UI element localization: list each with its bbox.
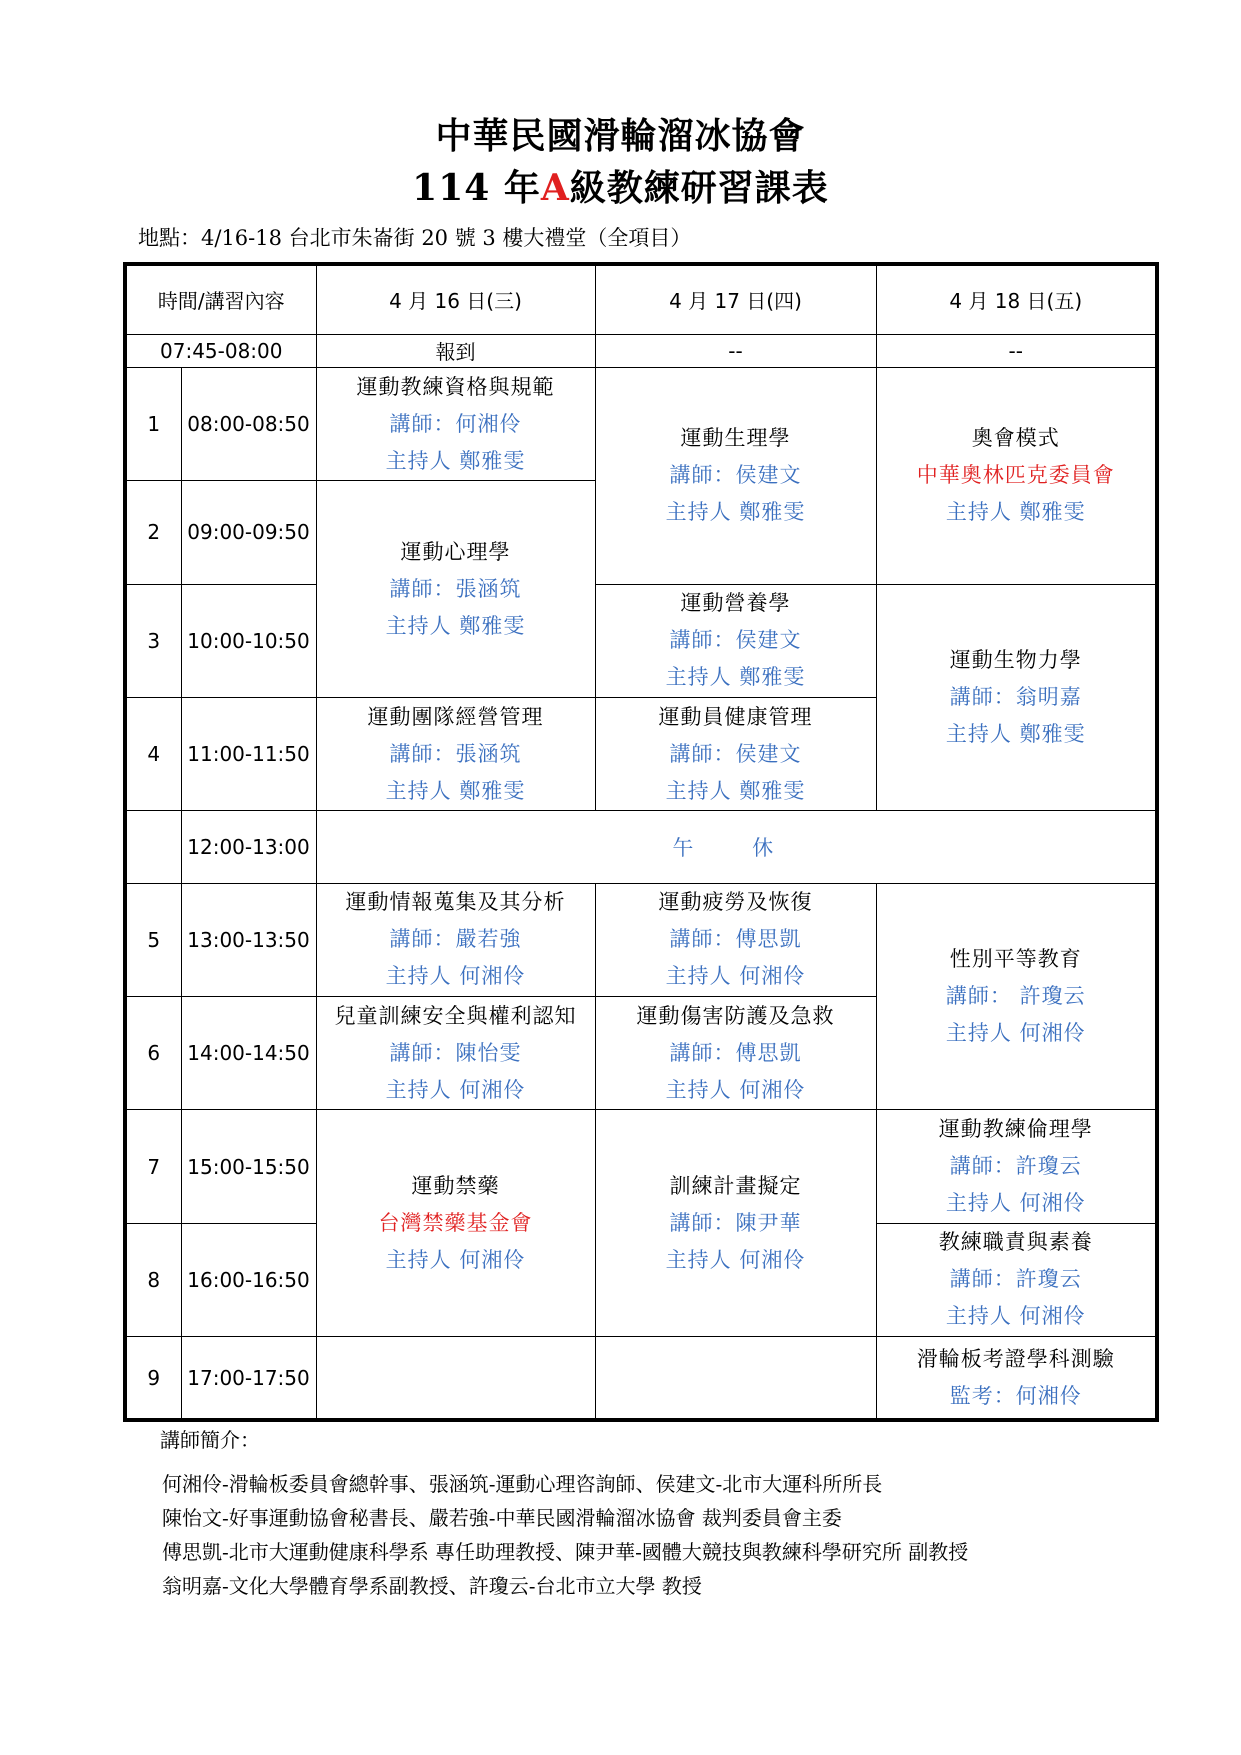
course-title: 運動教練資格與規範: [356, 374, 555, 399]
slot-number: 2: [125, 481, 181, 584]
course-cell: [595, 997, 876, 1110]
course-title: 性別平等教育: [949, 947, 1082, 971]
bio-heading: 講師簡介：: [160, 1428, 260, 1452]
slot-time: 11:00-11:50: [181, 697, 316, 810]
table-row-slot-1: [125, 367, 1157, 480]
slot-time: 10:00-10:50: [181, 584, 316, 697]
checkin-day1: 報到: [316, 334, 595, 367]
schedule-title: [0, 160, 1241, 211]
course-title: 訓練計畫擬定: [669, 1173, 802, 1198]
course-organizer: 台灣禁藥基金會: [378, 1210, 533, 1235]
slot-number: 3: [125, 584, 181, 697]
course-lecturer: 講師：許瓊云: [949, 1154, 1082, 1179]
table-row-lunch: [125, 811, 1157, 883]
course-cell: [876, 1110, 1157, 1223]
schedule-title-grade: A: [540, 167, 570, 209]
course-host: 主持人 鄭雅雯: [665, 500, 806, 525]
course-cell: [595, 883, 876, 996]
course-lecturer: 講師：侯建文: [669, 741, 802, 766]
slot-time: 17:00-17:50: [181, 1337, 316, 1420]
course-title: 運動心理學: [400, 539, 511, 564]
schedule-table: [123, 262, 1159, 1422]
slot-number: 8: [125, 1223, 181, 1336]
course-host: 主持人 鄭雅雯: [385, 448, 526, 473]
header-day3: 4 月 18 日(五): [876, 264, 1157, 334]
course-title: 運動禁藥: [411, 1173, 500, 1198]
course-host: 主持人 何湘伶: [385, 1077, 526, 1102]
course-host: 主持人 何湘伶: [945, 1304, 1086, 1329]
course-cell: [595, 697, 876, 810]
checkin-time: 07:45-08:00: [125, 334, 316, 367]
course-title: 運動營養學: [680, 591, 791, 616]
course-host: 主持人 何湘伶: [665, 1077, 806, 1102]
association-title: 中華民國滑輪溜冰協會: [435, 115, 806, 157]
course-title: 兒童訓練安全與權利認知: [334, 1003, 577, 1028]
slot-number: 6: [125, 997, 181, 1110]
location-line: 地點：4/16-18 台北市朱崙街 20 號 3 樓大禮堂（全項目）: [138, 226, 692, 250]
slot-number: 7: [125, 1110, 181, 1223]
course-title: 運動生理學: [680, 426, 791, 451]
course-title: 奧會模式: [971, 426, 1060, 451]
bio-line: 傅思凱-北市大運動健康科學系 專任助理教授、陳尹華-國體大競技與教練科學研究所 副教授: [162, 1540, 969, 1564]
schedule-title-year: 114 年: [412, 167, 541, 209]
course-lecturer: 講師：陳尹華: [669, 1210, 802, 1235]
course-title: 教練職責與素養: [938, 1230, 1093, 1255]
course-title: 滑輪板考證學科測驗: [916, 1346, 1115, 1371]
checkin-day3: --: [876, 334, 1157, 367]
course-host: 主持人 何湘伶: [385, 1247, 526, 1272]
course-title: 運動傷害防護及急救: [636, 1003, 835, 1028]
course-lecturer: 講師：何湘伶: [389, 411, 522, 436]
course-host: 主持人 何湘伶: [945, 1191, 1086, 1216]
header-day2: 4 月 17 日(四): [595, 264, 876, 334]
slot-number: 4: [125, 697, 181, 810]
course-lecturer: 講師：傅思凱: [669, 927, 802, 952]
bio-line: 翁明嘉-文化大學體育學系副教授、許瓊云-台北市立大學 教授: [162, 1574, 702, 1598]
course-proctor: 監考：何湘伶: [949, 1383, 1082, 1408]
course-cell: [595, 584, 876, 697]
empty-cell: [316, 1337, 595, 1420]
course-lecturer: 講師：張涵筑: [389, 741, 522, 766]
course-lecturer: 講師：侯建文: [669, 463, 802, 488]
course-organizer: 中華奧林匹克委員會: [916, 463, 1115, 488]
course-host: 主持人 何湘伶: [385, 964, 526, 989]
course-cell: [316, 367, 595, 480]
course-title: 運動員健康管理: [658, 704, 813, 729]
course-host: 主持人 鄭雅雯: [945, 721, 1086, 746]
course-cell: [876, 883, 1157, 1110]
schedule-title-rest: 級教練研習課表: [569, 167, 829, 209]
course-lecturer: 講師：嚴若強: [389, 927, 522, 952]
course-host: 主持人 何湘伶: [665, 1247, 806, 1272]
course-host: 主持人 鄭雅雯: [665, 665, 806, 690]
empty-cell: [595, 1337, 876, 1420]
table-row-slot-5: [125, 883, 1157, 996]
slot-time: 13:00-13:50: [181, 883, 316, 996]
lunch-label: 午 休: [672, 835, 800, 860]
course-host: 主持人 鄭雅雯: [665, 778, 806, 803]
course-host: 主持人 何湘伶: [665, 964, 806, 989]
course-lecturer: 講師：張涵筑: [389, 576, 522, 601]
course-cell: [876, 1223, 1157, 1336]
course-cell: [316, 1110, 595, 1337]
header-day1: 4 月 16 日(三): [316, 264, 595, 334]
course-cell: [876, 367, 1157, 584]
slot-time: 08:00-08:50: [181, 367, 316, 480]
course-host: 主持人 鄭雅雯: [385, 613, 526, 638]
course-cell: [595, 1110, 876, 1337]
course-cell: [876, 1337, 1157, 1420]
course-title: 運動教練倫理學: [938, 1117, 1093, 1142]
slot-number: 1: [125, 367, 181, 480]
course-cell: [316, 997, 595, 1110]
course-cell: [876, 584, 1157, 811]
table-row-slot-7: [125, 1110, 1157, 1223]
course-title: 運動生物力學: [949, 647, 1082, 672]
course-lecturer: 講師：傅思凱: [669, 1040, 802, 1065]
bio-line: 何湘伶-滑輪板委員會總幹事、張涵筑-運動心理咨詢師、侯建文-北市大運科所所長: [162, 1472, 883, 1496]
course-host: 主持人 鄭雅雯: [945, 500, 1086, 525]
course-cell: [316, 481, 595, 698]
lunch-cell: [316, 811, 1157, 883]
slot-time: 16:00-16:50: [181, 1223, 316, 1336]
table-header-row: [125, 264, 1157, 334]
table-row-slot-9: [125, 1337, 1157, 1420]
header-time-content: 時間/講習內容: [125, 264, 316, 334]
course-cell: [316, 883, 595, 996]
course-lecturer: 講師：侯建文: [669, 628, 802, 653]
slot-number: 9: [125, 1337, 181, 1420]
bio-line: 陳怡文-好事運動協會秘書長、嚴若強-中華民國滑輪溜冰協會 裁判委員會主委: [162, 1506, 842, 1530]
slot-number: [125, 811, 181, 883]
course-cell: [316, 697, 595, 810]
course-lecturer: 講師：陳怡雯: [389, 1040, 522, 1065]
table-row-checkin: [125, 334, 1157, 367]
course-title: 運動團隊經營管理: [367, 704, 544, 729]
slot-number: 5: [125, 883, 181, 996]
course-lecturer: 講師： 許瓊云: [945, 984, 1086, 1008]
course-lecturer: 講師：許瓊云: [949, 1267, 1082, 1292]
course-host: 主持人 鄭雅雯: [385, 778, 526, 803]
slot-time: 12:00-13:00: [181, 811, 316, 883]
table-row-slot-3: [125, 584, 1157, 697]
checkin-day2: --: [595, 334, 876, 367]
slot-time: 15:00-15:50: [181, 1110, 316, 1223]
course-title: 運動疲勞及恢復: [658, 890, 813, 915]
course-cell: [595, 367, 876, 584]
course-title: 運動情報蒐集及其分析: [345, 890, 566, 915]
slot-time: 09:00-09:50: [181, 481, 316, 584]
course-host: 主持人 何湘伶: [945, 1021, 1086, 1045]
slot-time: 14:00-14:50: [181, 997, 316, 1110]
course-lecturer: 講師：翁明嘉: [949, 684, 1082, 709]
